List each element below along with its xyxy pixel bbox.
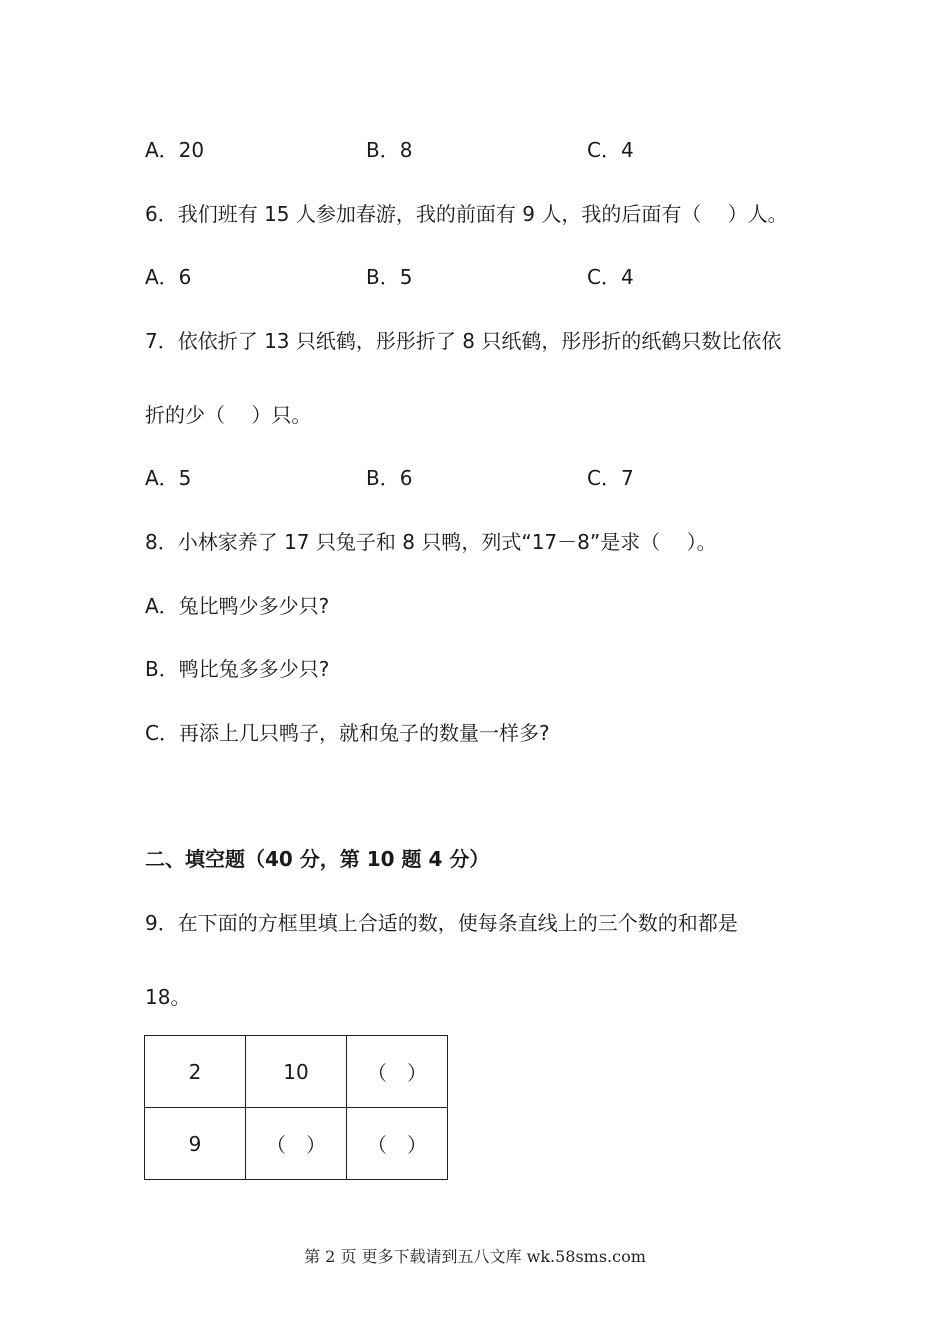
- q7-line2: 折的少（ ）只。: [145, 403, 312, 427]
- q6-option-a: A．6: [145, 265, 192, 289]
- q7-option-c: C．7: [587, 466, 634, 490]
- grid-cell-r2c1: 9: [145, 1108, 246, 1180]
- q7-option-a: A．5: [145, 466, 192, 490]
- q5-option-b: B．8: [366, 138, 413, 162]
- q8-option-b: B．鸭比兔多多少只?: [145, 657, 330, 681]
- q8-text: 8．小林家养了 17 只兔子和 8 只鸭，列式“17－8”是求（ ）。: [145, 530, 717, 554]
- q9-line2: 18。: [145, 985, 191, 1009]
- grid-cell-r1c2: 10: [246, 1036, 347, 1108]
- q8-option-c: C．再添上几只鸭子，就和兔子的数量一样多?: [145, 721, 550, 745]
- section2-heading: 二、填空题（40 分，第 10 题 4 分）: [145, 847, 490, 871]
- q6-option-b: B．5: [366, 265, 413, 289]
- q6-option-c: C．4: [587, 265, 634, 289]
- grid-cell-r2c2[interactable]: （ ）: [246, 1108, 347, 1180]
- grid-cell-r2c3[interactable]: （ ）: [347, 1108, 448, 1180]
- q5-option-a: A．20: [145, 138, 205, 162]
- q9-line1: 9．在下面的方框里填上合适的数，使每条直线上的三个数的和都是: [145, 911, 738, 935]
- page-footer: 第 2 页 更多下载请到五八文库 wk.58sms.com: [304, 1247, 646, 1266]
- q8-option-a: A．兔比鸭少多少只?: [145, 594, 330, 618]
- q5-option-c: C．4: [587, 138, 634, 162]
- grid-cell-r1c1: 2: [145, 1036, 246, 1108]
- q9-number-grid: [144, 1035, 448, 1180]
- q6-text: 6．我们班有 15 人参加春游，我的前面有 9 人，我的后面有（ ）人。: [145, 202, 788, 226]
- q7-option-b: B．6: [366, 466, 413, 490]
- grid-cell-r1c3[interactable]: （ ）: [347, 1036, 448, 1108]
- grid-row-2: [145, 1108, 448, 1180]
- grid-row-1: [145, 1036, 448, 1108]
- q7-line1: 7．依依折了 13 只纸鹤，彤彤折了 8 只纸鹤，彤彤折的纸鹤只数比依依: [145, 329, 782, 353]
